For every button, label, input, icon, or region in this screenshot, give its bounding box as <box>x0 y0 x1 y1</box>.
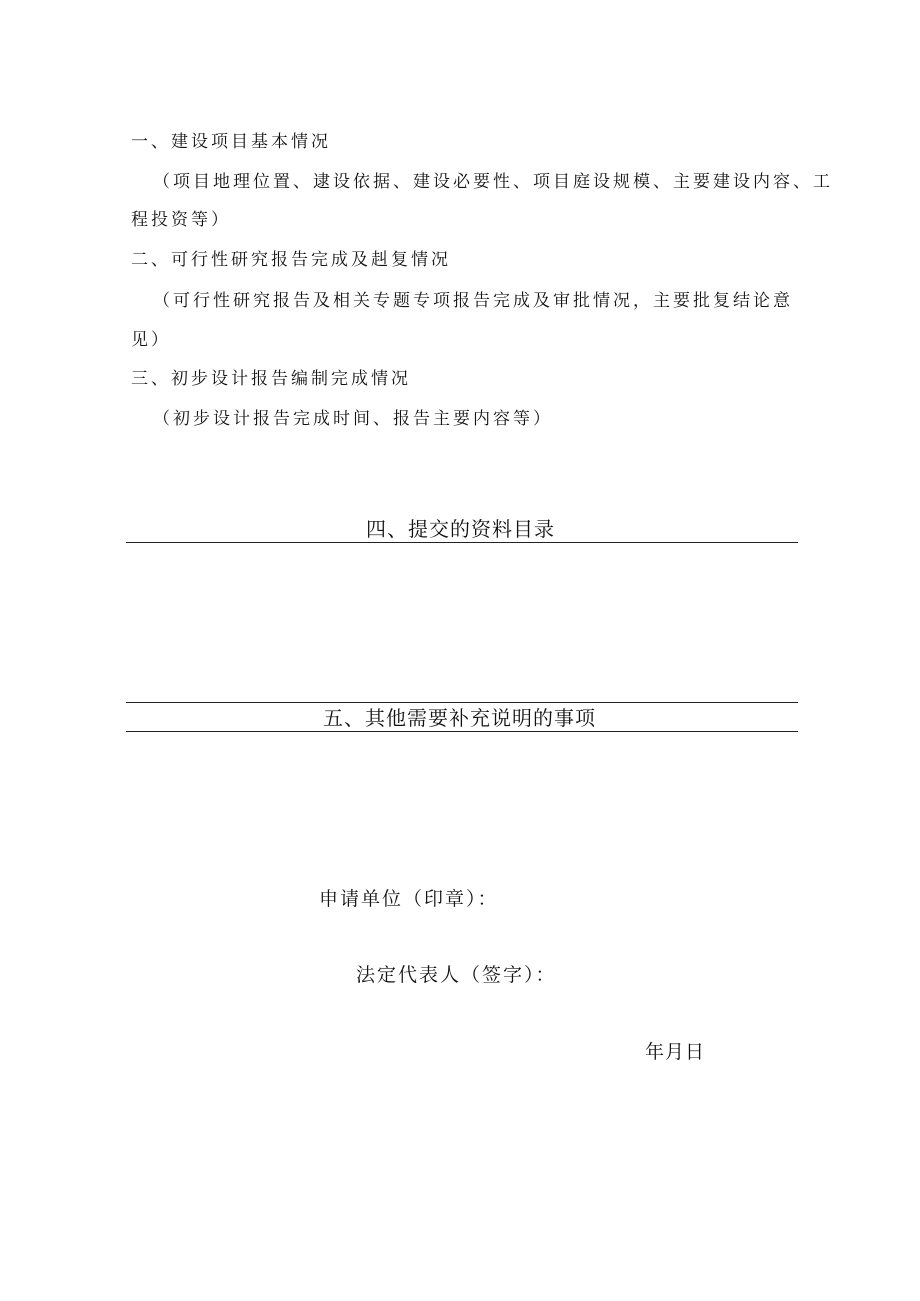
section-3-note-line1: （初步设计报告完成时间、报告主要内容等） <box>153 409 553 429</box>
section-5-top-rule <box>126 702 798 703</box>
section-5-heading: 五、其他需要补充说明的事项 <box>323 706 596 730</box>
section-3-title: 三、初步设计报告编制完成情况 <box>131 369 411 389</box>
section-1-note-line1: （项目地理位置、逮设依据、建设必要性、项目庭设规模、主要建设内容、工 <box>153 172 833 192</box>
date-label: 年月日 <box>645 1041 706 1063</box>
section-1-title: 一、建设项目基本情况 <box>131 132 331 152</box>
section-2-note-line2: 见） <box>131 330 171 350</box>
section-4-heading: 四、提交的资料目录 <box>366 517 555 541</box>
section-2-note-line1: （可行性研究报告及相关专题专项报告完成及审批情况，主要批复结论意 <box>153 291 793 311</box>
section-2-title: 二、可行性研究报告完成及赳复情况 <box>131 250 451 270</box>
section-1-note-line2: 程投资等） <box>131 210 231 230</box>
section-4-rule <box>126 542 798 543</box>
section-5-bottom-rule <box>126 731 798 732</box>
applicant-seal-label: 申请单位（印章）： <box>319 888 499 910</box>
legal-representative-signature-label: 法定代表人（签字）： <box>356 964 557 986</box>
